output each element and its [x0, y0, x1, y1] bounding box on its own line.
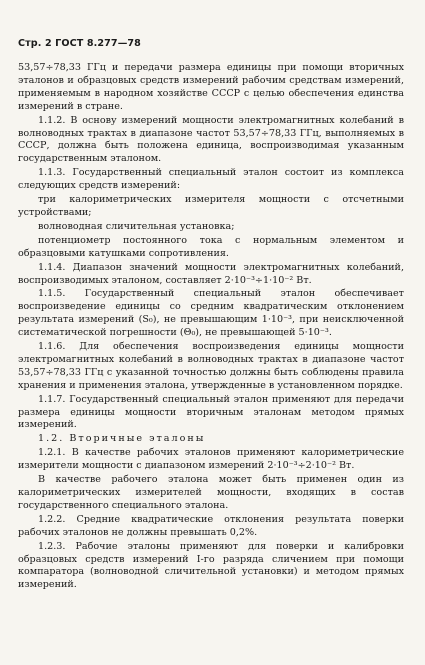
paragraph-1-1-3: 1.1.3. Государственный специальный эталон состоит из комплекса следующих средств измерений: — [18, 167, 404, 192]
section-heading-secondary-standards: 1.2. Вторичные эталоны — [38, 433, 206, 445]
paragraph-1-2-3: 1.2.3. Рабочие эталоны применяют для поверки и калибровки образцовых средств измерений I-го разряда сличением при помощи компаратора (волноводной сличительной установки) и методом прямых измерений. — [18, 540, 404, 591]
paragraph-working-standard-note: В качестве рабочего эталона может быть применен один из калориметрических измерителей мощности, входящих в состав государственного специального эталона. — [18, 474, 404, 511]
list-item-potentiometer: потенциометр постоянного тока с нормальным элементом и образцовыми катушками сопротивления. — [18, 234, 404, 259]
paragraph-1-1-1-continuation: 53,57÷78,33 ГГц и передачи размера единицы при помощи вторичных эталонов и образцовых средств измерений рабочим средствам измерений, применяемым в народном хозяйстве СССР с целью обеспечения единства измерений в стране. — [18, 62, 404, 112]
paragraph-1-1-2: 1.1.2. В основу измерений мощности электромагнитных колебаний в волноводных трактах в диапазоне частот 53,57÷78,33 ГГц, выполняемых в СССР, должна быть положена единица, воспроизводимая указанным государственным эталоном. — [18, 114, 404, 165]
document-body — [18, 62, 404, 592]
page-header: Стр. 2 ГОСТ 8.277—78 — [18, 38, 141, 49]
list-item-calorimeters: три калориметрических измерителя мощности с отсчетными устройствами; — [18, 194, 404, 218]
paragraph-1-1-6: 1.1.6. Для обеспечения воспроизведения единицы мощности электромагнитных колебаний в волноводных трактах в диапазоне частот 53,57÷78,33 ГГц с указанной точностью должны быть соблюдены правила хранения и применения эталона, утвержденные в установленном порядке. — [18, 341, 404, 391]
paragraph-1-1-4: 1.1.4. Диапазон значений мощности электромагнитных колебаний, воспроизводимых эталоном, составляет 2·10⁻³÷1·10⁻² Вт. — [18, 261, 404, 286]
paragraph-1-1-5: 1.1.5. Государственный специальный эталон обеспечивает воспроизведение единицы со средним квадратическим отклонением результата измерений (S₀), не превышающим 1·10⁻³, при неисключенной систематической погрешности (Θ₀), не превышающей 5·10⁻³. — [18, 288, 404, 339]
paragraph-1-2-1: 1.2.1. В качестве рабочих эталонов применяют калориметрические измерители мощности с диапазоном измерений 2·10⁻³÷2·10⁻² Вт. — [18, 447, 404, 472]
list-item-comparison-setup: волноводная сличительная установка; — [38, 220, 235, 232]
paragraph-1-2-2: 1.2.2. Средние квадратические отклонения результата поверки рабочих эталонов не должны превышать 0,2%. — [18, 513, 404, 538]
paragraph-1-1-7: 1.1.7. Государственный специальный эталон применяют для передачи размера единицы мощности вторичным эталонам методом прямых измерений. — [18, 393, 404, 431]
